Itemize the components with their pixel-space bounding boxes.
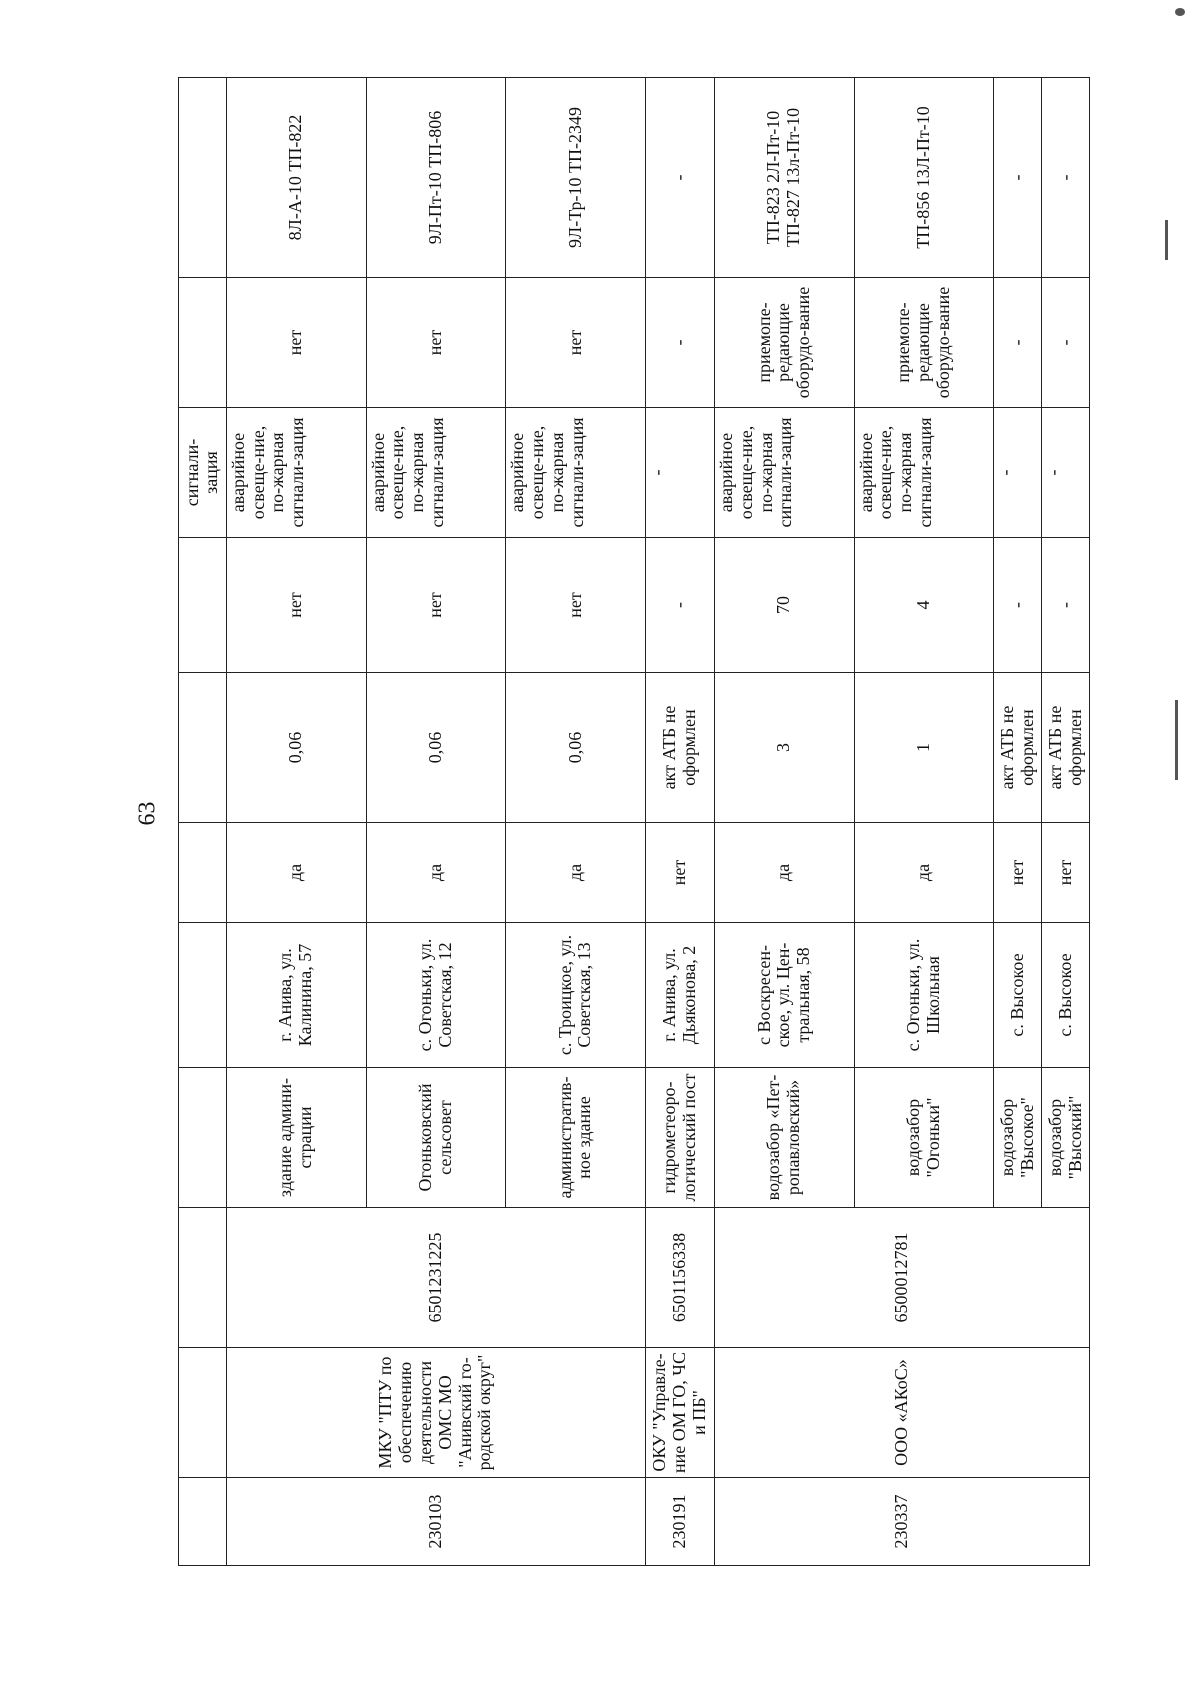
cell-object: административ-ное здание (506, 1068, 646, 1208)
cell-equipment: нет (366, 278, 506, 408)
cell-flag: да (226, 823, 366, 923)
cell-address: г. Анива, ул. Дьяконова, 2 (645, 923, 714, 1068)
header-cell (179, 538, 227, 673)
cell-tp: ТП-823 2Л-Пт-10 ТП-827 13л-Пт-10 (714, 78, 854, 278)
cell-tp: - (645, 78, 714, 278)
cell-org: МКУ "ПТУ по обеспечению деятельности ОМС МО "Анивский го-родской округ" (226, 1348, 645, 1478)
cell-id: 230191 (645, 1478, 714, 1566)
cell-signal: аварийное освеще-ние, по-жарная сигнали-зация (506, 408, 646, 538)
header-cell (179, 78, 227, 278)
cell-flag: да (366, 823, 506, 923)
cell-object: водозабор "Высокое" (994, 1068, 1042, 1208)
cell-signal: аварийное освеще-ние, по-жарная сигнали-зация (714, 408, 854, 538)
cell-address: с Воскресен-ское, ул. Цен-тральная, 58 (714, 923, 854, 1068)
cell-address: с. Огоньки, ул. Советская, 12 (366, 923, 506, 1068)
cell-org: ООО «АКоС» (714, 1348, 1089, 1478)
table-wrapper (178, 78, 1090, 1566)
cell-inn: 6501231225 (226, 1208, 645, 1348)
cell-value: 0,06 (366, 673, 506, 823)
header-cell (179, 1068, 227, 1208)
cell-flag: да (506, 823, 646, 923)
cell-tp: 9Л-Пт-10 ТП-806 (366, 78, 506, 278)
cell-count: - (1042, 538, 1090, 673)
cell-flag: нет (1042, 823, 1090, 923)
table-row (714, 78, 854, 1566)
table-row (645, 78, 714, 1566)
cell-signal: аварийное освеще-ние, по-жарная сигнали-зация (366, 408, 506, 538)
scan-speck (1175, 700, 1178, 780)
cell-object: здание админи-страции (226, 1068, 366, 1208)
cell-object: Огоньковский сельсовет (366, 1068, 506, 1208)
cell-count: нет (506, 538, 646, 673)
header-cell (179, 823, 227, 923)
cell-object: гидрометеоро-логический пост (645, 1068, 714, 1208)
cell-value: 0,06 (226, 673, 366, 823)
cell-flag: нет (645, 823, 714, 923)
cell-tp: 8Л-А-10 ТП-822 (226, 78, 366, 278)
header-cell (179, 1348, 227, 1478)
cell-flag: да (714, 823, 854, 923)
cell-id: 230337 (714, 1478, 1089, 1566)
cell-value: 3 (714, 673, 854, 823)
cell-tp: ТП-856 13Л-Пт-10 (854, 78, 994, 278)
cell-count: - (645, 538, 714, 673)
cell-signal: - (645, 408, 714, 538)
cell-equipment: приемопе-редающие оборудо-вание (714, 278, 854, 408)
cell-signal: аварийное освеще-ние, по-жарная сигнали-зация (854, 408, 994, 538)
header-row (179, 78, 227, 1566)
cell-address: г. Анива, ул. Калинина, 57 (226, 923, 366, 1068)
cell-org: ОКУ "Управле-ние ОМ ГО, ЧС и ПБ" (645, 1348, 714, 1478)
cell-flag: да (854, 823, 994, 923)
cell-address: с. Высокое (1042, 923, 1090, 1068)
cell-object: водозабор «Пет-ропавловский» (714, 1068, 854, 1208)
page-number: 63 (134, 801, 161, 826)
cell-object: водозабор "Высокий" (1042, 1068, 1090, 1208)
header-cell (179, 673, 227, 823)
cell-equipment: нет (506, 278, 646, 408)
cell-equipment: - (645, 278, 714, 408)
cell-value: акт АТБ не оформлен (994, 673, 1042, 823)
cell-flag: нет (994, 823, 1042, 923)
table-row (226, 78, 366, 1566)
header-cell (179, 923, 227, 1068)
header-cell (179, 1208, 227, 1348)
cell-value: 0,06 (506, 673, 646, 823)
header-cell (179, 1478, 227, 1566)
cell-tp: - (994, 78, 1042, 278)
cell-equipment: - (1042, 278, 1090, 408)
scan-speck (1165, 220, 1168, 260)
cell-object: водозабор "Огоньки" (854, 1068, 994, 1208)
cell-inn: 6500012781 (714, 1208, 1089, 1348)
cell-equipment: - (994, 278, 1042, 408)
cell-count: - (994, 538, 1042, 673)
cell-address: с. Троицкое, ул. Советская, 13 (506, 923, 646, 1068)
cell-count: нет (366, 538, 506, 673)
cell-id: 230103 (226, 1478, 645, 1566)
cell-signal: аварийное освеще-ние, по-жарная сигнали-зация (226, 408, 366, 538)
cell-address: с. Огоньки, ул. Школьная (854, 923, 994, 1068)
cell-count: 70 (714, 538, 854, 673)
cell-inn: 6501156338 (645, 1208, 714, 1348)
cell-signal: - (1042, 408, 1090, 538)
cell-value: 1 (854, 673, 994, 823)
header-cell: сигнали- зация (179, 408, 227, 538)
cell-equipment: приемопе-редающие оборудо-вание (854, 278, 994, 408)
cell-signal: - (994, 408, 1042, 538)
scan-speck (1175, 8, 1185, 16)
cell-equipment: нет (226, 278, 366, 408)
header-cell (179, 278, 227, 408)
data-table (178, 77, 1090, 1566)
cell-value: акт АТБ не оформлен (1042, 673, 1090, 823)
cell-address: с. Высокое (994, 923, 1042, 1068)
cell-count: нет (226, 538, 366, 673)
cell-count: 4 (854, 538, 994, 673)
cell-tp: 9Л-Тр-10 ТП-2349 (506, 78, 646, 278)
cell-value: акт АТБ не оформлен (645, 673, 714, 823)
cell-tp: - (1042, 78, 1090, 278)
